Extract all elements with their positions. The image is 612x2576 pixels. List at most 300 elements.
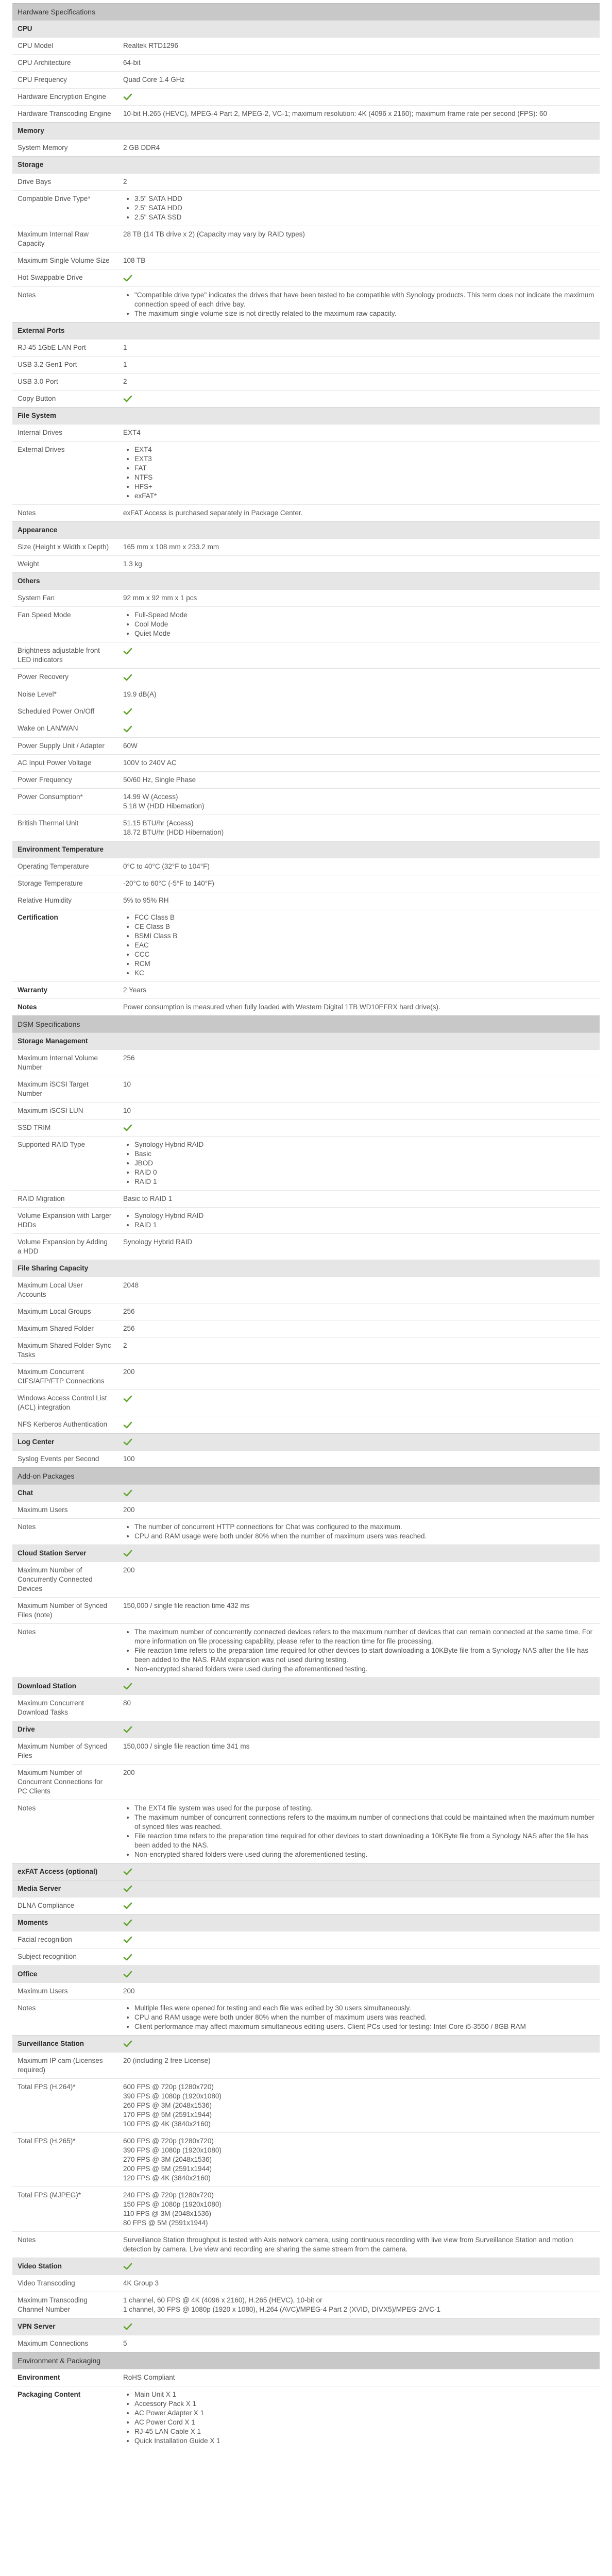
spec-value: 256 bbox=[123, 1054, 135, 1062]
spec-value: 20 (including 2 free License) bbox=[123, 2056, 211, 2064]
section-title: File Sharing Capacity bbox=[18, 1264, 89, 1273]
section-header bbox=[12, 1914, 600, 1931]
spec-list-item: • FAT bbox=[134, 464, 594, 473]
checkmark-icon bbox=[123, 1884, 132, 1893]
section-header bbox=[12, 20, 600, 37]
spec-value-line: 600 FPS @ 720p (1280x720) bbox=[123, 2137, 214, 2145]
spec-row bbox=[12, 703, 600, 720]
section-header bbox=[12, 407, 600, 424]
spec-row bbox=[12, 1982, 600, 1999]
spec-list-item: • Basic bbox=[134, 1149, 594, 1159]
spec-list-item: • RAID 0 bbox=[134, 1168, 594, 1177]
spec-value-list bbox=[123, 2004, 594, 2031]
spec-value bbox=[118, 815, 600, 841]
spec-row bbox=[12, 1931, 600, 1948]
spec-row bbox=[12, 441, 600, 504]
spec-value bbox=[118, 1208, 600, 1233]
section-title: Others bbox=[18, 577, 40, 585]
spec-label: Subject recognition bbox=[18, 1953, 77, 1961]
spec-label: SSD TRIM bbox=[18, 1123, 51, 1131]
checkmark-icon bbox=[123, 2322, 132, 2331]
spec-value: 165 mm x 108 mm x 233.2 mm bbox=[123, 543, 219, 551]
spec-label: Hot Swappable Drive bbox=[18, 274, 83, 282]
spec-row bbox=[12, 2275, 600, 2292]
spec-label: Maximum Internal Raw Capacity bbox=[18, 230, 89, 248]
spec-label: Notes bbox=[18, 2235, 36, 2244]
spec-label: Hardware Transcoding Engine bbox=[18, 110, 111, 118]
spec-list-item: • "Compatible drive type" indicates the drives that have been tested to be compatible with Synology products. This term does not indicate the maximum connection speed of each drive bay. bbox=[134, 291, 594, 309]
spec-value: 200 bbox=[123, 1566, 135, 1574]
spec-label: Relative Humidity bbox=[18, 896, 72, 904]
spec-value: 108 TB bbox=[123, 257, 146, 265]
spec-value: 60W bbox=[123, 741, 138, 750]
spec-row bbox=[12, 1303, 600, 1320]
spec-label: Packaging Content bbox=[18, 2390, 81, 2398]
section-header bbox=[12, 1677, 600, 1694]
spec-value bbox=[118, 442, 600, 504]
spec-value bbox=[118, 1948, 600, 1965]
spec-value: 5% to 95% RH bbox=[123, 896, 169, 904]
section-header bbox=[12, 1545, 600, 1562]
spec-value-line: 14.99 W (Access) bbox=[123, 792, 178, 801]
spec-label: RJ-45 1GbE LAN Port bbox=[18, 343, 86, 351]
spec-list-item: • BSMI Class B bbox=[134, 931, 594, 941]
checkmark-icon bbox=[123, 724, 132, 734]
spec-list-item: • RJ-45 LAN Cable X 1 bbox=[134, 2427, 594, 2436]
spec-label: Hardware Encryption Engine bbox=[18, 93, 106, 100]
spec-row bbox=[12, 54, 600, 71]
spec-value-list bbox=[123, 194, 594, 222]
spec-value-line: 600 FPS @ 720p (1280x720) bbox=[123, 2082, 214, 2091]
spec-value: 1 bbox=[123, 360, 127, 368]
spec-row bbox=[12, 909, 600, 981]
spec-value-line: 270 FPS @ 3M (2048x1536) bbox=[123, 2155, 212, 2163]
spec-label: Notes bbox=[18, 1628, 36, 1636]
spec-value-line: 170 FPS @ 5M (2591x1944) bbox=[123, 2110, 212, 2119]
spec-value-line: 150 FPS @ 1080p (1920x1080) bbox=[123, 2200, 222, 2208]
spec-row bbox=[12, 538, 600, 555]
checkmark-icon bbox=[123, 1935, 132, 1944]
spec-row bbox=[12, 1136, 600, 1190]
spec-row bbox=[12, 858, 600, 875]
section-header bbox=[12, 122, 600, 139]
spec-row bbox=[12, 356, 600, 373]
spec-list-item: • The maximum single volume size is not directly related to the maximum raw capacity. bbox=[134, 309, 594, 318]
spec-value bbox=[118, 789, 600, 815]
spec-label: CPU Architecture bbox=[18, 59, 71, 66]
section-header bbox=[12, 2258, 600, 2275]
spec-value: 200 bbox=[123, 1505, 135, 1514]
spec-row bbox=[12, 190, 600, 226]
spec-value: Surveillance Station throughput is tested with Axis network camera, using continuous recording with live view from Surveillance Station and motion detection by camera. Live view and recording are sharing the same stream from the camera. bbox=[123, 2235, 573, 2253]
spec-list-item: • Accessory Pack X 1 bbox=[134, 2399, 594, 2409]
spec-value-line: 240 FPS @ 720p (1280x720) bbox=[123, 2191, 214, 2199]
spec-value: 1 bbox=[123, 343, 127, 351]
spec-label: Maximum Shared Folder bbox=[18, 1325, 94, 1333]
spec-value bbox=[118, 2079, 600, 2132]
spec-row bbox=[12, 1389, 600, 1416]
spec-row bbox=[12, 286, 600, 322]
spec-row bbox=[12, 1102, 600, 1119]
spec-row bbox=[12, 1049, 600, 1076]
spec-label: External Drives bbox=[18, 446, 65, 454]
section-title: exFAT Access (optional) bbox=[18, 1867, 98, 1875]
spec-list-item: • RCM bbox=[134, 959, 594, 969]
spec-label: Maximum Internal Volume Number bbox=[18, 1054, 98, 1071]
spec-value: 2 bbox=[123, 1342, 127, 1350]
checkmark-icon bbox=[123, 1970, 132, 1979]
spec-value bbox=[118, 89, 600, 105]
spec-row bbox=[12, 71, 600, 88]
spec-value bbox=[118, 191, 600, 226]
checkmark-icon bbox=[123, 2039, 132, 2048]
spec-value: 50/60 Hz, Single Phase bbox=[123, 775, 196, 784]
spec-list-item: • exFAT* bbox=[134, 492, 594, 501]
spec-label: Brightness adjustable front LED indicators bbox=[18, 647, 100, 664]
spec-list-item: • Cool Mode bbox=[134, 620, 594, 629]
spec-label: CPU Model bbox=[18, 42, 54, 49]
spec-label: Power Frequency bbox=[18, 775, 72, 784]
spec-label: Total FPS (H.265)* bbox=[18, 2137, 76, 2145]
section-title: VPN Server bbox=[18, 2322, 56, 2330]
spec-row bbox=[12, 1597, 600, 1623]
spec-value: 4K Group 3 bbox=[123, 2279, 159, 2287]
section-header bbox=[12, 1863, 600, 1880]
section-header bbox=[12, 2318, 600, 2335]
spec-value bbox=[118, 2000, 600, 2035]
spec-value: 256 bbox=[123, 1325, 135, 1333]
spec-list-item: • NTFS bbox=[134, 473, 594, 482]
checkmark-icon bbox=[123, 1918, 132, 1927]
spec-row bbox=[12, 1694, 600, 1721]
spec-label: Syslog Events per Second bbox=[18, 1454, 99, 1463]
spec-row bbox=[12, 1076, 600, 1102]
spec-value: 2 bbox=[123, 377, 127, 385]
spec-value: exFAT Access is purchased separately in Package Center. bbox=[123, 509, 303, 517]
spec-label: Weight bbox=[18, 560, 39, 568]
section-title: Surveillance Station bbox=[18, 2039, 84, 2047]
spec-value: 150,000 / single file reaction time 432 ms bbox=[123, 1601, 250, 1609]
spec-value: 10-bit H.265 (HEVC), MPEG-4 Part 2, MPEG-2, VC-1; maximum resolution: 4K (4096 x 2160); maximum frame rate per second (FPS): 60 bbox=[123, 110, 548, 118]
spec-value-line: 1 channel, 60 FPS @ 4K (4096 x 2160), H.265 (HEVC), 10-bit or bbox=[123, 2296, 322, 2304]
spec-list-item: • The number of concurrent HTTP connections for Chat was configured to the maximum. bbox=[134, 1522, 594, 1532]
spec-list-item: • CPU and RAM usage were both under 80% when the number of maximum users was reached. bbox=[134, 1532, 594, 1541]
spec-label: NFS Kerberos Authentication bbox=[18, 1420, 108, 1429]
spec-row bbox=[12, 815, 600, 841]
spec-row bbox=[12, 1119, 600, 1136]
spec-value-line: 100 FPS @ 4K (3840x2160) bbox=[123, 2120, 211, 2128]
spec-value-list bbox=[123, 2390, 594, 2446]
section-title: External Ports bbox=[18, 326, 65, 334]
spec-row bbox=[12, 269, 600, 286]
spec-value: 256 bbox=[123, 1308, 135, 1316]
spec-label: USB 3.0 Port bbox=[18, 377, 58, 385]
spec-label: Notes bbox=[18, 1804, 36, 1812]
spec-row bbox=[12, 105, 600, 122]
spec-row bbox=[12, 1501, 600, 1518]
spec-label: System Fan bbox=[18, 594, 55, 602]
spec-value-line: 120 FPS @ 4K (3840x2160) bbox=[123, 2174, 211, 2182]
spec-label: Noise Level* bbox=[18, 690, 57, 698]
spec-label: Maximum Shared Folder Sync Tasks bbox=[18, 1342, 111, 1359]
spec-list-item: • The maximum number of concurrently connected devices refers to the maximum number of devices that can remain connected at the same time. For more information on file processing capability, please refer to the reaction time for file processing. bbox=[134, 1628, 594, 1646]
spec-row bbox=[12, 2369, 600, 2386]
spec-label: Maximum Number of Concurrently Connected Devices bbox=[18, 1566, 93, 1592]
spec-value: EXT4 bbox=[123, 429, 141, 437]
spec-list-item: • Quiet Mode bbox=[134, 629, 594, 638]
spec-label: Notes bbox=[18, 2004, 36, 2012]
spec-label: Notes bbox=[18, 509, 36, 517]
spec-list-item: • 2.5" SATA HDD bbox=[134, 204, 594, 213]
spec-value-list bbox=[123, 1804, 594, 1859]
spec-row bbox=[12, 668, 600, 685]
spec-value: Quad Core 1.4 GHz bbox=[123, 76, 185, 83]
spec-sheet bbox=[12, 3, 600, 2454]
checkmark-icon bbox=[123, 1488, 132, 1498]
spec-value bbox=[118, 1519, 600, 1545]
section-header bbox=[12, 1032, 600, 1049]
spec-row bbox=[12, 875, 600, 892]
spec-list-item: • AC Power Adapter X 1 bbox=[134, 2409, 594, 2418]
spec-list-item: • Full-Speed Mode bbox=[134, 611, 594, 620]
spec-list-item: • Non-encrypted shared folders were used during the aforementioned testing. bbox=[134, 1850, 594, 1859]
spec-value bbox=[118, 1800, 600, 1863]
spec-value-list bbox=[123, 1522, 594, 1541]
spec-value bbox=[118, 720, 600, 737]
spec-label: Maximum iSCSI LUN bbox=[18, 1106, 83, 1114]
spec-row bbox=[12, 1363, 600, 1389]
spec-label: Maximum Single Volume Size bbox=[18, 257, 110, 265]
spec-row bbox=[12, 720, 600, 737]
spec-list-item: • CE Class B bbox=[134, 922, 594, 931]
spec-value: 10 bbox=[123, 1080, 131, 1088]
spec-label: Maximum Transcoding Channel Number bbox=[18, 2296, 88, 2313]
spec-row bbox=[12, 1999, 600, 2035]
spec-label: Maximum Connections bbox=[18, 2339, 89, 2347]
spec-label: Warranty bbox=[18, 986, 48, 994]
spec-value bbox=[118, 2292, 600, 2318]
spec-list-item: • File reaction time refers to the preparation time required for other devices to start downloading a 10KByte file from a Synology NAS after the file has been added to the NAS. bbox=[134, 1832, 594, 1850]
spec-value bbox=[118, 642, 600, 668]
spec-list-item: • The EXT4 file system was used for the purpose of testing. bbox=[134, 1804, 594, 1813]
section-title: Chat bbox=[18, 1488, 33, 1497]
checkmark-icon bbox=[123, 707, 132, 716]
spec-row bbox=[12, 424, 600, 441]
spec-value-list bbox=[123, 913, 594, 978]
spec-label: Maximum Concurrent CIFS/AFP/FTP Connections bbox=[18, 1368, 105, 1385]
section-header bbox=[12, 322, 600, 339]
section-header bbox=[12, 156, 600, 173]
spec-value: 150,000 / single file reaction time 341 ms bbox=[123, 1742, 250, 1750]
spec-row bbox=[12, 173, 600, 190]
spec-label: Supported RAID Type bbox=[18, 1141, 86, 1149]
spec-value: Realtek RTD1296 bbox=[123, 42, 179, 49]
checkmark-icon bbox=[123, 394, 132, 403]
spec-label: DLNA Compliance bbox=[18, 1901, 75, 1909]
spec-value-line: 80 FPS @ 5M (2591x1944) bbox=[123, 2218, 208, 2227]
spec-label: Maximum Number of Synced Files (note) bbox=[18, 1601, 108, 1619]
checkmark-icon bbox=[123, 1901, 132, 1910]
spec-value-list bbox=[123, 445, 594, 501]
spec-value: 2048 bbox=[123, 1281, 139, 1290]
spec-list-item: • RAID 1 bbox=[134, 1177, 594, 1187]
spec-label: Maximum Users bbox=[18, 1505, 68, 1514]
spec-row bbox=[12, 1897, 600, 1914]
spec-list-item: • AC Power Cord X 1 bbox=[134, 2418, 594, 2427]
spec-row bbox=[12, 390, 600, 407]
spec-label: RAID Migration bbox=[18, 1195, 65, 1203]
spec-label: Environment bbox=[18, 2373, 60, 2381]
spec-row bbox=[12, 2132, 600, 2187]
spec-label: Total FPS (H.264)* bbox=[18, 2082, 76, 2091]
spec-label: Maximum Local User Accounts bbox=[18, 1281, 83, 1299]
checkmark-icon bbox=[123, 1437, 132, 1447]
section-title: Download Station bbox=[18, 1682, 76, 1690]
spec-value: Synology Hybrid RAID bbox=[123, 1238, 193, 1246]
spec-row bbox=[12, 1207, 600, 1233]
spec-value bbox=[118, 1416, 600, 1433]
spec-label: Power Supply Unit / Adapter bbox=[18, 741, 105, 750]
spec-row bbox=[12, 226, 600, 252]
checkmark-icon bbox=[123, 1549, 132, 1558]
spec-list-item: • KC bbox=[134, 969, 594, 978]
section-header bbox=[12, 521, 600, 538]
spec-value-line: 200 FPS @ 5M (2591x1944) bbox=[123, 2164, 212, 2173]
spec-value bbox=[118, 607, 600, 642]
spec-value: 2 bbox=[123, 178, 127, 186]
bottom-spacer bbox=[12, 2449, 600, 2454]
spec-value bbox=[118, 2386, 600, 2449]
checkmark-icon bbox=[123, 647, 132, 656]
spec-value bbox=[118, 1897, 600, 1914]
spec-row bbox=[12, 373, 600, 390]
spec-label: Total FPS (MJPEG)* bbox=[18, 2191, 81, 2199]
spec-value: 200 bbox=[123, 1768, 135, 1776]
spec-list-item: • Quick Installation Guide X 1 bbox=[134, 2436, 594, 2446]
spec-label: USB 3.2 Gen1 Port bbox=[18, 360, 77, 368]
spec-label: CPU Frequency bbox=[18, 76, 67, 83]
checkmark-icon bbox=[123, 1420, 132, 1430]
spec-value-line: 110 FPS @ 3M (2048x1536) bbox=[123, 2209, 212, 2217]
spec-row bbox=[12, 1623, 600, 1677]
spec-list-item: • 3.5" SATA HDD bbox=[134, 194, 594, 204]
section-title: CPU bbox=[18, 25, 32, 32]
spec-row bbox=[12, 1416, 600, 1433]
spec-value: -20°C to 60°C (-5°F to 140°F) bbox=[123, 879, 214, 887]
spec-row bbox=[12, 1233, 600, 1260]
spec-row bbox=[12, 2078, 600, 2132]
spec-label: Maximum Number of Concurrent Connections for PC Clients bbox=[18, 1768, 103, 1795]
spec-row bbox=[12, 2231, 600, 2258]
spec-label: Power Consumption* bbox=[18, 792, 83, 801]
checkmark-icon bbox=[123, 673, 132, 682]
spec-value: 1.3 kg bbox=[123, 560, 142, 568]
category-header: Add-on Packages bbox=[12, 1467, 600, 1484]
spec-value bbox=[118, 269, 600, 286]
spec-value-list bbox=[123, 1211, 594, 1230]
spec-label: Wake on LAN/WAN bbox=[18, 724, 78, 733]
spec-value: RoHS Compliant bbox=[123, 2373, 175, 2381]
spec-row bbox=[12, 1764, 600, 1800]
spec-row bbox=[12, 998, 600, 1015]
spec-row bbox=[12, 88, 600, 105]
section-title: Office bbox=[18, 1970, 38, 1978]
section-header bbox=[12, 2035, 600, 2052]
spec-value bbox=[118, 287, 600, 322]
spec-label: Maximum Users bbox=[18, 1987, 68, 1995]
checkmark-icon bbox=[123, 1725, 132, 1734]
spec-value bbox=[118, 703, 600, 720]
spec-list-item: • EXT3 bbox=[134, 454, 594, 464]
spec-list-item: • Main Unit X 1 bbox=[134, 2390, 594, 2399]
spec-list-item: • Non-encrypted shared folders were used during the aforementioned testing. bbox=[134, 1665, 594, 1674]
spec-label: Drive Bays bbox=[18, 178, 52, 186]
spec-row bbox=[12, 2292, 600, 2318]
section-header bbox=[12, 1880, 600, 1897]
spec-label: Scheduled Power On/Off bbox=[18, 707, 95, 715]
spec-label: Copy Button bbox=[18, 394, 56, 402]
spec-label: AC Input Power Voltage bbox=[18, 758, 92, 767]
spec-value bbox=[118, 391, 600, 407]
spec-label: System Memory bbox=[18, 144, 68, 152]
spec-list-item: • The maximum number of concurrent connections refers to the maximum number of connections that could be maintained when the maximum number of synced files was reached. bbox=[134, 1813, 594, 1832]
spec-label: British Thermal Unit bbox=[18, 819, 79, 827]
spec-row bbox=[12, 37, 600, 54]
spec-label: Compatible Drive Type* bbox=[18, 195, 91, 203]
spec-row bbox=[12, 686, 600, 703]
spec-value bbox=[118, 909, 600, 981]
spec-value bbox=[118, 1120, 600, 1136]
section-header bbox=[12, 1484, 600, 1501]
section-title: Media Server bbox=[18, 1884, 61, 1892]
section-title: File System bbox=[18, 412, 57, 420]
spec-label: Maximum Local Groups bbox=[18, 1308, 91, 1316]
spec-label: Power Recovery bbox=[18, 673, 69, 681]
spec-row bbox=[12, 2052, 600, 2078]
spec-value: 5 bbox=[123, 2339, 127, 2347]
spec-row bbox=[12, 606, 600, 642]
spec-value-list bbox=[123, 291, 594, 318]
section-title: Cloud Station Server bbox=[18, 1549, 87, 1557]
spec-list-item: • Client performance may affect maximum simultaneous editing users. Client PCs used for testing: Intel Core i5-3550 / 8GB RAM bbox=[134, 2022, 594, 2031]
spec-value: Basic to RAID 1 bbox=[123, 1195, 173, 1203]
spec-value-line: 5.18 W (HDD Hibernation) bbox=[123, 802, 205, 810]
section-title: Storage bbox=[18, 161, 44, 169]
spec-label: Maximum IP cam (Licenses required) bbox=[18, 2056, 103, 2074]
spec-row bbox=[12, 981, 600, 998]
spec-value bbox=[118, 1137, 600, 1190]
section-title: Memory bbox=[18, 127, 44, 135]
spec-row bbox=[12, 339, 600, 356]
spec-label: Fan Speed Mode bbox=[18, 611, 71, 619]
spec-list-item: • HFS+ bbox=[134, 482, 594, 492]
spec-row bbox=[12, 555, 600, 572]
spec-label: Notes bbox=[18, 1522, 36, 1531]
spec-row bbox=[12, 892, 600, 909]
spec-value: Power consumption is measured when fully loaded with Western Digital 1TB WD10EFRX hard drive(s). bbox=[123, 1003, 440, 1011]
spec-row bbox=[12, 2187, 600, 2231]
spec-value: 200 bbox=[123, 1368, 135, 1376]
spec-value-line: 1 channel, 30 FPS @ 1080p (1920 x 1080), H.264 (AVC)/MPEG-4 Part 2 (XVID, DIVX5)/MPEG-2/VC-1 bbox=[123, 2305, 440, 2313]
checkmark-icon bbox=[123, 274, 132, 283]
spec-label: Notes bbox=[18, 291, 36, 299]
checkmark-icon bbox=[123, 92, 132, 101]
spec-row bbox=[12, 1190, 600, 1207]
spec-row bbox=[12, 1337, 600, 1363]
spec-value bbox=[118, 2133, 600, 2187]
checkmark-icon bbox=[123, 1394, 132, 1403]
spec-label: Windows Access Control List (ACL) integration bbox=[18, 1394, 107, 1412]
